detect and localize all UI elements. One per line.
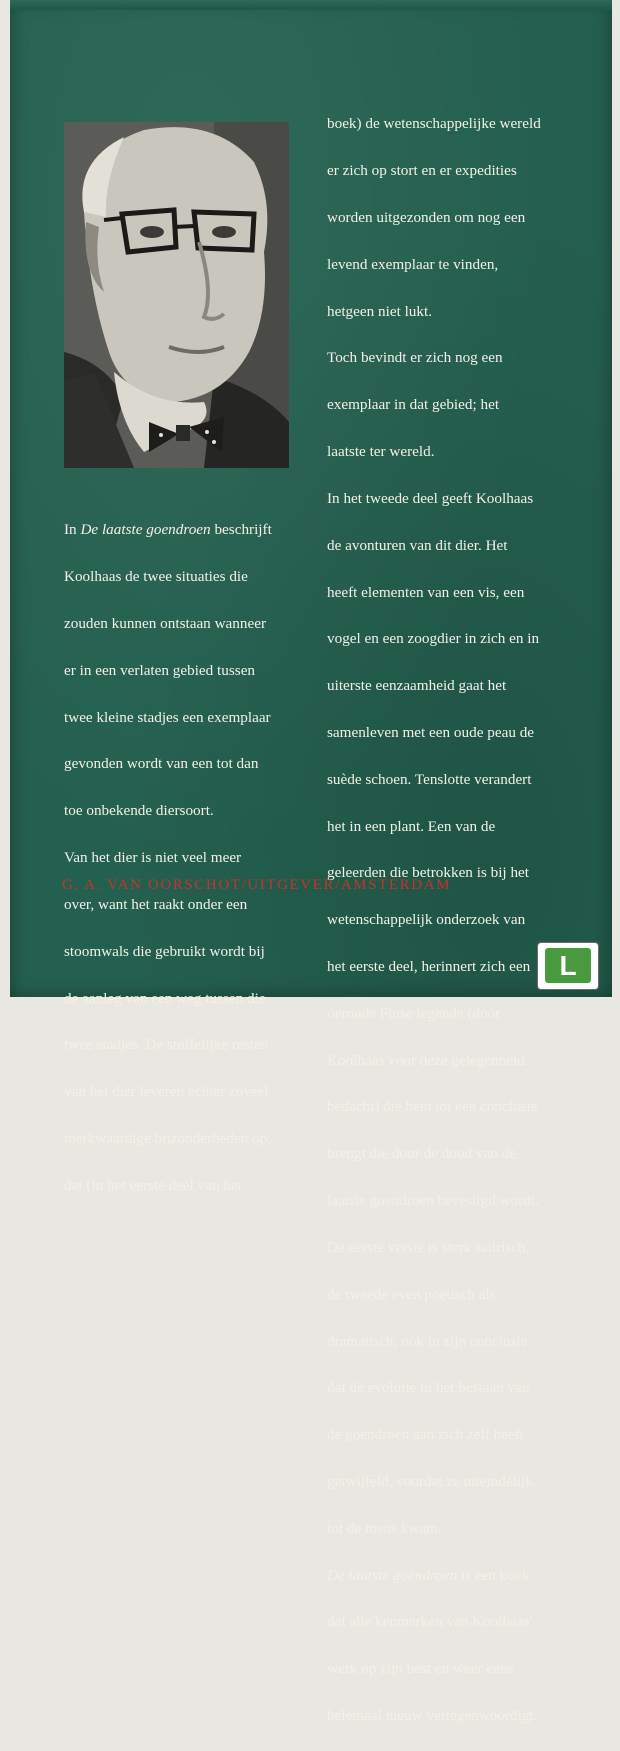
text-line: helemaal nieuw vertegenwoordigt. xyxy=(327,1707,538,1725)
text-line xyxy=(64,518,309,541)
text-line: hetgeen niet lukt. xyxy=(327,302,433,320)
logo-letter: L xyxy=(545,948,591,983)
text-line: vogel en een zoogdier in zich en in xyxy=(327,630,540,648)
text-line: gevonden wordt van een tot dan xyxy=(64,755,259,773)
text-line: van het dier leveren echter zoveel xyxy=(64,1083,269,1101)
text-line: boek) de wetenschappelijke wereld xyxy=(327,115,541,133)
book-title-italic: De laatste goendroen xyxy=(80,521,211,539)
text-line: De eerste versie is sterk satirisch, xyxy=(327,1238,530,1256)
text-line: geleerden die betrokken is bij het xyxy=(327,864,530,882)
left-text-column xyxy=(64,495,309,1221)
text-line: Koolhaas de twee situaties die xyxy=(64,568,248,586)
text-line: dat de evolutie in het bestaan van xyxy=(327,1379,530,1397)
text-line: twee kleine stadjes een exemplaar xyxy=(64,708,271,726)
right-text-column xyxy=(327,89,597,1751)
cover-top-edge xyxy=(10,0,612,10)
text-run: is een boek xyxy=(457,1566,530,1584)
text-line xyxy=(327,1564,597,1587)
text-line: exemplaar in dat gebied; het xyxy=(327,396,500,414)
text-line: uiterste eenzaamheid gaat het xyxy=(327,677,507,695)
text-line: tot de mens kwam. xyxy=(327,1519,442,1537)
text-line: twee stadjes. De stoffelijke resten xyxy=(64,1036,269,1054)
text-line: dat alle kenmerken van Koolhaas' xyxy=(327,1613,533,1631)
text-line: Van het dier is niet veel meer xyxy=(64,849,242,867)
text-line: suède schoen. Tenslotte verandert xyxy=(327,770,532,788)
text-line: bedacht) die hem tot een conclusie xyxy=(327,1098,538,1116)
text-line: samenleven met een oude peau de xyxy=(327,723,535,741)
text-line: er zich op stort en er expedities xyxy=(327,162,517,180)
text-line: laatste ter wereld. xyxy=(327,443,435,461)
publisher-imprint: G. A. VAN OORSCHOT/UITGEVER/AMSTERDAM xyxy=(62,877,452,893)
text-line: het in een plant. Een van de xyxy=(327,817,496,835)
text-run: beschrijft xyxy=(210,521,272,539)
text-line: de aanleg van een weg tussen die xyxy=(64,989,266,1007)
text-run: In xyxy=(64,521,81,539)
text-line: zouden kunnen ontstaan wanneer xyxy=(64,615,267,633)
text-line: brengt die door de dood van de xyxy=(327,1145,516,1163)
text-line: levend exemplaar te vinden, xyxy=(327,255,499,273)
text-line: de tweede even poëtisch als xyxy=(327,1285,496,1303)
text-line: stoomwals die gebruikt wordt bij xyxy=(64,942,265,960)
text-line: werk op zijn best en weer eens xyxy=(327,1660,514,1678)
text-line: Toch bevindt er zich nog een xyxy=(327,349,503,367)
book-title-italic: De laatste goendroen xyxy=(327,1566,458,1584)
text-line: dramatisch, ook in zijn conclusie xyxy=(327,1332,528,1350)
text-line: wetenschappelijk onderzoek van xyxy=(327,911,526,929)
text-line: er in een verlaten gebied tussen xyxy=(64,661,256,679)
text-line: de avonturen van dit dier. Het xyxy=(327,536,508,554)
text-line: heeft elementen van een vis, een xyxy=(327,583,525,601)
text-line: laatste goendroen bevestigd wordt. xyxy=(327,1192,539,1210)
text-line: dat (in het eerste deel van het xyxy=(64,1176,242,1194)
text-line: Koolhaas voor deze gelegenheid xyxy=(327,1051,525,1069)
text-line: merkwaardige bijzonderheden op, xyxy=(64,1129,272,1147)
text-line: toe onbekende diersoort. xyxy=(64,802,214,820)
seller-sticker xyxy=(537,942,599,990)
text-line: getwijfeld, voordat ze uiteindelijk xyxy=(327,1472,533,1490)
text-line: het eerste deel, herinnert zich een xyxy=(327,958,531,976)
author-portrait-photo xyxy=(64,122,289,468)
text-line: de goendroen aan zich zelf heeft xyxy=(327,1426,524,1444)
text-line: worden uitgezonden om nog een xyxy=(327,209,526,227)
text-line: In het tweede deel geeft Koolhaas xyxy=(327,489,534,507)
text-line: over, want het raakt onder een xyxy=(64,895,248,913)
text-line: oeroude Finse legende (door xyxy=(327,1004,501,1022)
